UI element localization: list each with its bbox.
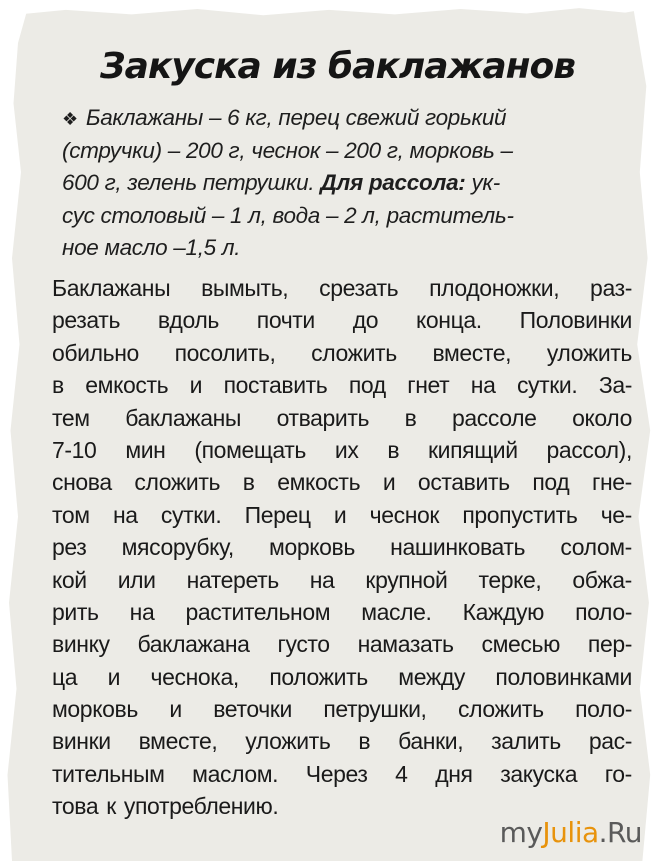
method-word: рить bbox=[52, 598, 99, 625]
recipe-title: Закуска из баклажанов bbox=[100, 46, 576, 87]
method-paragraph bbox=[52, 272, 632, 823]
method-line bbox=[52, 499, 632, 531]
method-word: рассол), bbox=[546, 436, 632, 463]
method-line bbox=[52, 337, 632, 369]
method-word: в bbox=[242, 469, 255, 496]
torn-edge-top bbox=[0, 0, 658, 18]
method-word: на bbox=[112, 501, 138, 528]
method-word: вымыть, bbox=[201, 275, 289, 301]
method-word: тем bbox=[52, 404, 90, 431]
method-line bbox=[52, 531, 632, 563]
method-word: растительном bbox=[185, 598, 331, 625]
method-word: на bbox=[470, 372, 496, 399]
ingredients-line-text: сус столовый – 1 л, вода – 2 л, раститель- bbox=[62, 202, 514, 228]
ingredients-line bbox=[62, 167, 642, 200]
method-word: баклажаны bbox=[125, 404, 242, 431]
method-word: закуска bbox=[500, 760, 578, 787]
method-word: пер- bbox=[587, 631, 632, 658]
method-word: в bbox=[387, 436, 400, 463]
method-word: веточки bbox=[213, 696, 292, 723]
method-word: масле. bbox=[361, 598, 432, 625]
method-line bbox=[52, 304, 632, 336]
watermark-prefix: my bbox=[499, 816, 543, 849]
method-word: кой bbox=[52, 566, 87, 593]
method-word: поставить bbox=[223, 372, 328, 399]
method-word: к bbox=[106, 793, 116, 820]
method-word: и bbox=[382, 469, 396, 496]
method-word: резать bbox=[52, 307, 121, 334]
ingredients-line-text: Баклажаны – 6 кг, перец свежий горький bbox=[85, 105, 507, 130]
method-word: под bbox=[532, 469, 570, 496]
method-word: винки bbox=[52, 728, 111, 755]
method-line bbox=[52, 725, 632, 757]
method-word: вместе, bbox=[432, 339, 512, 366]
method-word: (помещать bbox=[194, 436, 306, 463]
method-word: или bbox=[117, 566, 156, 593]
ingredients-line bbox=[62, 135, 642, 168]
method-word: до bbox=[352, 307, 379, 334]
method-word: между bbox=[398, 663, 465, 690]
method-word: поло- bbox=[575, 696, 632, 723]
method-word: конца. bbox=[415, 307, 482, 334]
ingredients-line bbox=[62, 232, 642, 265]
method-word: 4 bbox=[395, 760, 408, 787]
method-line bbox=[52, 369, 632, 401]
method-word: сложить bbox=[457, 696, 544, 723]
method-word: дня bbox=[435, 760, 473, 787]
method-word: около bbox=[572, 404, 632, 431]
method-word: в bbox=[358, 728, 371, 755]
method-line bbox=[52, 693, 632, 725]
method-word: баклажана bbox=[137, 631, 250, 658]
method-word: намазать bbox=[357, 631, 454, 658]
method-word: рез bbox=[52, 534, 87, 561]
watermark-suffix: .Ru bbox=[598, 816, 642, 849]
method-word: смесью bbox=[481, 631, 560, 658]
method-word: под bbox=[348, 372, 386, 399]
method-word: тительным bbox=[52, 760, 165, 787]
method-word: мясорубку, bbox=[121, 534, 234, 561]
method-word: че- bbox=[600, 501, 632, 528]
method-word: сложить bbox=[134, 469, 221, 496]
method-word: За- bbox=[598, 372, 632, 399]
method-line bbox=[52, 466, 632, 498]
brine-label: Для рассола: bbox=[320, 170, 466, 195]
method-word: и bbox=[189, 372, 203, 399]
method-line bbox=[52, 628, 632, 660]
method-word: сложить bbox=[311, 339, 397, 366]
method-word: срезать bbox=[319, 275, 399, 301]
method-word: на bbox=[309, 566, 335, 593]
method-word: маслом. bbox=[192, 760, 279, 787]
method-word: вместе, bbox=[138, 728, 218, 755]
method-word: почти bbox=[256, 307, 315, 334]
method-word: това bbox=[52, 793, 99, 820]
method-word: солом- bbox=[560, 534, 632, 561]
ingredients-line bbox=[62, 102, 642, 135]
method-word: крупной bbox=[365, 566, 448, 593]
method-word: емкость bbox=[85, 372, 169, 399]
ingredients-paragraph bbox=[62, 102, 642, 265]
method-word: петрушки, bbox=[323, 696, 427, 723]
method-word: Баклажаны bbox=[52, 275, 171, 301]
method-word: положить bbox=[269, 663, 368, 690]
method-word: снова bbox=[52, 469, 112, 496]
method-word: вдоль bbox=[157, 307, 219, 334]
method-word: терке, bbox=[478, 566, 542, 593]
method-word: кипящий bbox=[428, 436, 518, 463]
method-word: их bbox=[334, 436, 359, 463]
method-word: 7-10 bbox=[52, 436, 97, 463]
site-watermark bbox=[500, 816, 642, 849]
method-word: рассоле bbox=[452, 404, 537, 431]
method-line bbox=[52, 402, 632, 434]
method-word: в bbox=[52, 372, 64, 399]
method-word: и bbox=[169, 696, 182, 723]
ingredients-line-text: ное масло –1,5 л. bbox=[62, 235, 241, 260]
method-word: плодоножки, bbox=[429, 275, 560, 301]
method-line bbox=[52, 272, 632, 304]
method-word: мин bbox=[125, 436, 166, 463]
method-word: винку bbox=[52, 631, 110, 658]
method-word: уложить bbox=[546, 339, 632, 366]
method-word: густо bbox=[277, 631, 330, 658]
method-line bbox=[52, 596, 632, 628]
method-word: обжа- bbox=[572, 566, 632, 593]
method-word: Каждую bbox=[462, 598, 544, 625]
method-word: половинками bbox=[495, 663, 632, 690]
method-word: ца bbox=[52, 663, 78, 690]
method-word: Через bbox=[305, 760, 368, 787]
method-word: го- bbox=[604, 760, 632, 787]
method-word: морковь bbox=[52, 696, 138, 723]
method-word: Перец bbox=[244, 501, 311, 528]
method-word: на bbox=[129, 598, 155, 625]
method-word: сутки. bbox=[516, 372, 578, 399]
method-word: нашинковать bbox=[390, 534, 526, 561]
method-line bbox=[52, 564, 632, 596]
method-word: морковь bbox=[269, 534, 355, 561]
method-word: и bbox=[107, 663, 121, 690]
diamond-bullet-icon: ❖ bbox=[62, 109, 78, 129]
ingredients-line-text: ук- bbox=[471, 170, 500, 195]
method-word: чеснока, bbox=[150, 663, 239, 690]
method-word: сутки. bbox=[160, 501, 222, 528]
method-word: рас- bbox=[588, 728, 632, 755]
method-word: употреблению. bbox=[123, 793, 279, 820]
method-line bbox=[52, 661, 632, 693]
method-word: отварить bbox=[276, 404, 370, 431]
method-word: залить bbox=[491, 728, 561, 755]
ingredients-line bbox=[62, 200, 642, 233]
watermark-brand: Julia bbox=[542, 816, 599, 849]
method-word: в bbox=[404, 404, 417, 431]
method-word: натереть bbox=[186, 566, 279, 593]
ingredients-line-text: (стручки) – 200 г, чеснок – 200 г, морковь – bbox=[62, 137, 513, 163]
method-word: емкость bbox=[277, 469, 361, 496]
method-word: гне- bbox=[591, 469, 632, 496]
method-word: Половинки bbox=[519, 307, 632, 334]
method-word: пропустить bbox=[462, 501, 578, 528]
method-word: том bbox=[52, 501, 90, 528]
method-word: банки, bbox=[398, 728, 464, 755]
method-word: оставить bbox=[417, 469, 510, 496]
method-word: обильно bbox=[52, 339, 139, 366]
method-word: гнет bbox=[407, 372, 450, 399]
method-word: посолить, bbox=[174, 339, 276, 366]
method-line bbox=[52, 758, 632, 790]
torn-edge-left bbox=[0, 0, 30, 861]
method-word: уложить bbox=[245, 728, 331, 755]
method-word: чеснок bbox=[369, 501, 440, 528]
method-line bbox=[52, 434, 632, 466]
ingredients-line-text: 600 г, зелень петрушки. bbox=[62, 170, 315, 195]
method-word: раз- bbox=[590, 275, 632, 301]
method-word: и bbox=[333, 501, 347, 528]
method-word: поло- bbox=[575, 598, 632, 625]
